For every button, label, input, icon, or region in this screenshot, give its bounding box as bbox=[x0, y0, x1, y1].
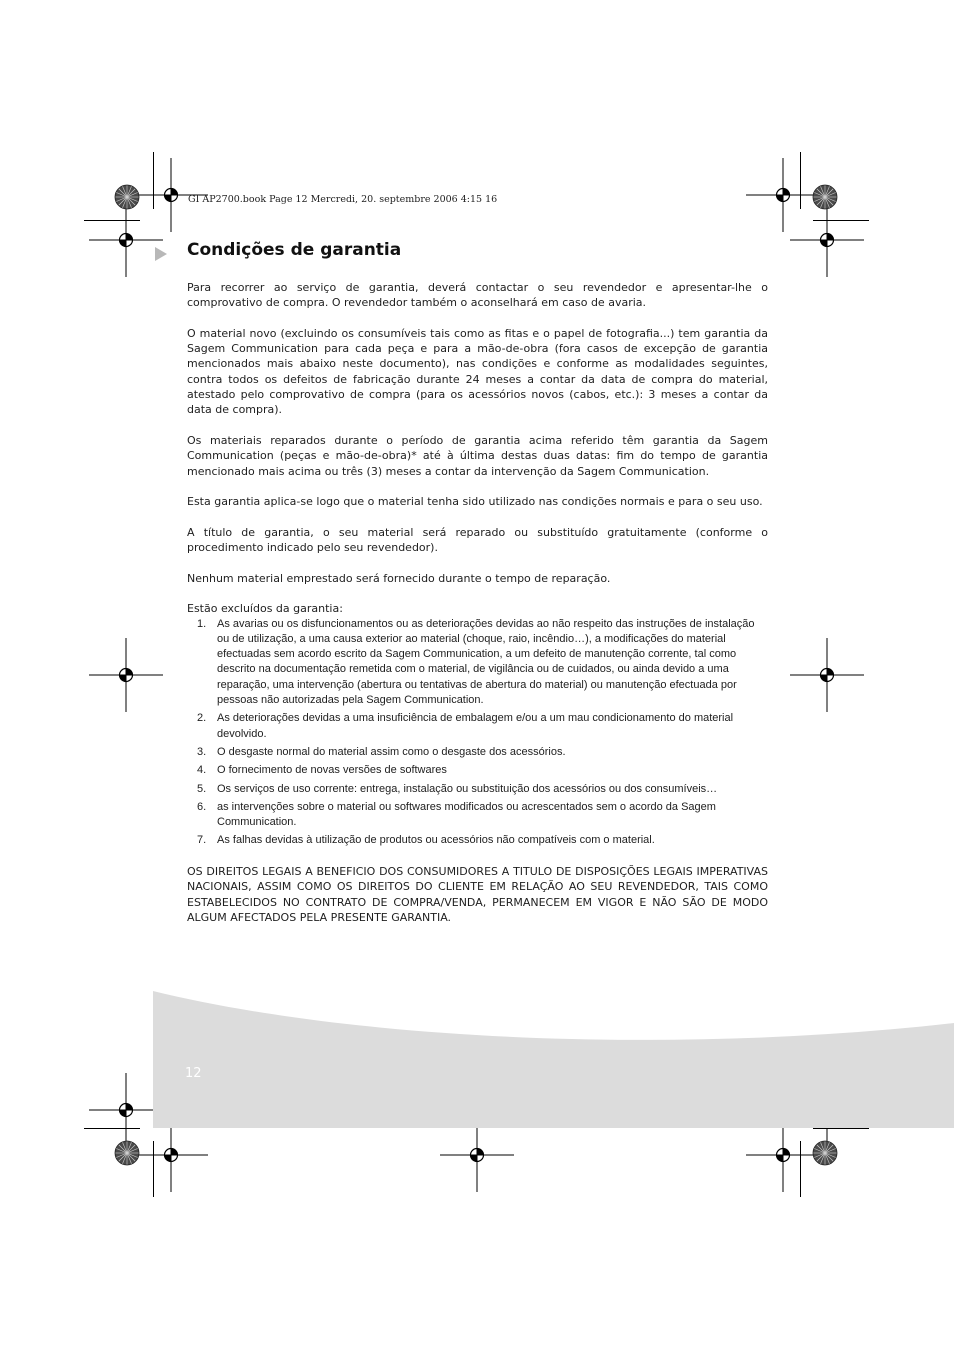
registration-target bbox=[89, 203, 163, 277]
list-item bbox=[187, 617, 768, 709]
title-arrow-icon bbox=[155, 247, 167, 261]
document-body bbox=[187, 280, 768, 940]
paragraph: Os materiais reparados durante o período de garantia acima referido têm garantia da Sagem Communication (peças e mão-de-obra)* até à última destas duas datas: fim do tempo de garantia mencionado mais acima ou três (3) meses a contar da intervenção da Sagem Communication. bbox=[187, 433, 768, 478]
list-text: As falhas devidas à utilização de produtos ou acessórios não compatíveis com o material. bbox=[217, 834, 655, 847]
exclusions-intro: Estão excluídos da garantia: bbox=[187, 602, 343, 616]
list-item bbox=[187, 833, 768, 848]
registration-target bbox=[790, 203, 864, 277]
paragraph: Esta garantia aplica-se logo que o material tenha sido utilizado nas condições normais e para o seu uso. bbox=[187, 495, 763, 509]
paragraph: Nenhum material emprestado será fornecido durante o tempo de reparação. bbox=[187, 571, 611, 585]
list-number: 2. bbox=[197, 712, 207, 725]
registration-target bbox=[89, 1073, 163, 1147]
list-text: As deteriorações devidas a uma insuficiência de embalagem e/ou a um mau condicionamento do material devolvido. bbox=[217, 712, 734, 740]
list-text: O desgaste normal do material assim como o desgaste dos acessórios. bbox=[217, 745, 566, 758]
list-item bbox=[187, 745, 768, 760]
page-number: 12 bbox=[185, 1066, 202, 1081]
list-item bbox=[187, 711, 768, 742]
list-number: 3. bbox=[197, 745, 207, 758]
registration-target bbox=[440, 1118, 514, 1192]
registration-target bbox=[746, 1118, 820, 1192]
list-number: 1. bbox=[197, 617, 207, 630]
list-number: 7. bbox=[197, 834, 207, 847]
list-number: 4. bbox=[197, 764, 207, 777]
registration-target bbox=[89, 638, 163, 712]
footer-band bbox=[153, 985, 954, 1128]
list-text: as intervenções sobre o material ou softwares modificados ou acrescentados sem o acordo da Sagem Communication. bbox=[217, 800, 716, 829]
paragraph: O material novo (excluindo os consumíveis tais como as fitas e o papel de fotografia...) tem garantia da Sagem Communication para cada peça e para a mão-de-obra (fora casos de excepção de garantia mencionados mais abaixo neste documento), nas condições e conforme as modalidades seguintes, contra todos os defeitos de fabricação durante 24 meses a contar da data de compra do material, atestado pelo comprovativo de compra (para os acessórios novos (cabos, etc.): 3 meses a contar da data de compra). bbox=[187, 326, 768, 417]
color-star-target bbox=[813, 1141, 837, 1165]
color-star-target bbox=[813, 185, 837, 209]
list-text: O fornecimento de novas versões de softwares bbox=[217, 764, 447, 777]
list-number: 5. bbox=[197, 782, 207, 795]
list-item bbox=[187, 782, 768, 797]
color-star-target bbox=[115, 185, 139, 209]
list-item bbox=[187, 763, 768, 778]
list-text: Os serviços de uso corrente: entrega, instalação ou substituição dos acessórios ou dos consumíveis… bbox=[217, 782, 718, 795]
legal-notice: OS DIREITOS LEGAIS A BENEFICIO DOS CONSUMIDORES A TITULO DE DISPOSIÇÕES LEGAIS IMPERATIVAS NACIONAIS, ASSIM COMO OS DIREITOS DO CLIENTE EM RELAÇÃO AO SEU REVENDEDOR, TAIS COMO ESTABELECIDOS NO CONTRATO DE COMPRA/VENDA, PERMANECEM EM VIGOR E NÃO SÃO DE MODO ALGUM AFECTADOS PELA PRESENTE GARANTIA. bbox=[187, 864, 768, 924]
paragraph: A título de garantia, o seu material será reparado ou substituído gratuitamente (conforme o procedimento indicado pelo seu revendedor). bbox=[187, 525, 768, 555]
registration-target bbox=[134, 1118, 208, 1192]
paragraph: Para recorrer ao serviço de garantia, deverá contactar o seu revendedor e apresentar-lhe o comprovativo de compra. O revendedor também o aconselhará em caso de avaria. bbox=[187, 281, 768, 310]
registration-target bbox=[746, 158, 820, 232]
registration-target bbox=[790, 638, 864, 712]
list-item bbox=[187, 800, 768, 831]
exclusions-list bbox=[187, 617, 768, 849]
color-star-target bbox=[115, 1141, 139, 1165]
list-number: 6. bbox=[197, 800, 207, 813]
list-text: As avarias ou os disfuncionamentos ou as deteriorações devidas ao não respeito das instruções de instalação ou de utilização, a uma causa exterior ao material (choque, raio, incêndio…), a modificações do material efectuadas sem acordo escrito da Sagem Communication, a um defeito de manutenção corrente, tal como descrito na documentação remetida com o material, de vigilância ou de cuidados, ou ainda devido a uma reparação, uma intervenção (abertura ou tentativas de abertura do material) ou manutenção efectuada por pessoas não autorizadas pela Sagem Communication. bbox=[217, 617, 755, 707]
print-info: GI AP2700.book Page 12 Mercredi, 20. septembre 2006 4:15 16 bbox=[188, 194, 498, 205]
page-title: Condições de garantia bbox=[187, 240, 402, 260]
